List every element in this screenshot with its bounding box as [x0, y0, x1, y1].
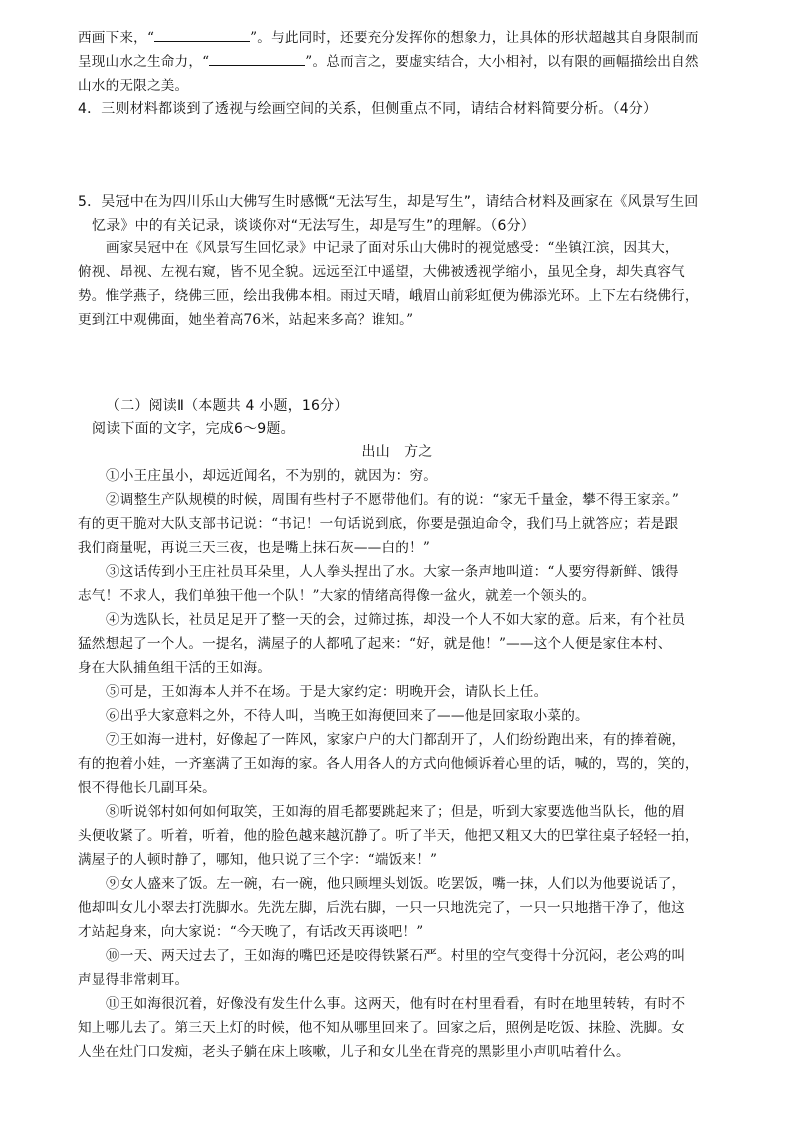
story-line: 满屋子的人顿时静了，哪知，他只说了三个字：“端饭来！” — [78, 852, 438, 868]
story-line: 他却叫女儿小翠去打洗脚水。先洗左脚，后洗右脚，一只一只地洗完了，一只一只地揩干净了，他这 — [78, 900, 685, 916]
answer-blank-1[interactable] — [154, 28, 250, 42]
story-line: 志气！不求人，我们单独干他一个队！”大家的情绪高得像一盆火，就差一个领头的。 — [78, 588, 596, 604]
story-line: 声显得非常刺耳。 — [78, 972, 189, 988]
section-instruction: 阅读下面的文字，完成6～9题。 — [92, 421, 295, 437]
intro-text: ”。总而言之，要虚实结合，大小相衬，以有限的画幅描绘出自然 — [305, 54, 699, 70]
story-line: ⑧听说邻村如何如何取笑，王如海的眉毛都要跳起来了；但是，听到大家要选他当队长，他的眉 — [106, 804, 686, 820]
story-line: ⑩一天、两天过去了，王如海的嘴巴还是咬得铁紧石严。村里的空气变得十分沉闷，老公鸡的叫 — [106, 948, 686, 964]
quote-line-2: 俯视、昂视、左视右窥，皆不见全貌。远远至江中遥望，大佛被透视学缩小，虽见全身，却失真容气 — [78, 264, 685, 280]
question-5-line-2: 忆录》中的有关记录，谈谈你对“无法写生，却是写生”的理解。（6分） — [92, 218, 536, 234]
story-line: ①小王庄虽小，却远近闻名，不为别的，就因为：穷。 — [106, 468, 438, 484]
quote-line-4: 更到江中观佛面，她坐着高76米，站起来多高？谁知。” — [78, 312, 414, 328]
story-line: 有的更干脆对大队支部书记说：“书记！一句话说到底，你要是强迫命令，我们马上就答应；若是跟 — [78, 516, 679, 532]
story-line: 头便收紧了。听着，听着，他的脸色越来越沉静了。听了半天，他把又粗又大的巴掌往桌子轻轻一拍， — [78, 828, 699, 844]
story-title: 出山 方之 — [361, 444, 433, 460]
story-line: ⑪王如海很沉着，好像没有发生什么事。这两天，他有时在村里看看，有时在地里转转，有时不 — [106, 996, 686, 1012]
intro-line-2 — [78, 52, 699, 72]
story-line: ④为选队长，社员足足开了整一天的会，过筛过拣，却没一个人不如大家的意。后来，有个社员 — [106, 612, 686, 628]
intro-line-1 — [78, 28, 699, 48]
story-line: ⑤可是，王如海本人并不在场。于是大家约定：明晚开会，请队长上任。 — [106, 684, 548, 700]
story-line: 才站起身来，向大家说：“今天晚了，有话改天再谈吧！” — [78, 924, 424, 940]
story-line: 身在大队捕鱼组干活的王如海。 — [78, 660, 272, 676]
intro-text: ”。与此同时，还要充分发挥你的想象力，让具体的形状超越其自身限制而 — [250, 30, 699, 46]
intro-text: 呈现山水之生命力，“ — [78, 54, 210, 70]
question-4: 4．三则材料都谈到了透视与绘画空间的关系，但侧重点不同，请结合材料简要分析。（4分） — [78, 101, 658, 117]
story-line: 猛然想起了一个人。一提名，满屋子的人都吼了起来：“好，就是他！”——这个人便是家住本村、 — [78, 636, 672, 652]
answer-blank-2[interactable] — [209, 52, 305, 66]
intro-text: 山水的无限之美。 — [78, 78, 189, 94]
story-line: ⑦王如海一进村，好像起了一阵风，家家户户的大门都刮开了，人们纷纷跑出来，有的捧着碗， — [106, 732, 686, 748]
quote-line-1: 画家吴冠中在《风景写生回忆录》中记录了面对乐山大佛时的视觉感受：“坐镇江滨，因其大， — [106, 240, 679, 256]
story-line: 人坐在灶门口发痴，老头子躺在床上咳嗽，儿子和女儿坐在背亮的黑影里小声叽咕着什么。 — [78, 1044, 630, 1060]
story-line: ②调整生产队规模的时候，周围有些村子不愿带他们。有的说：“家无千量金，攀不得王家亲。” — [106, 492, 680, 508]
story-line: 我们商量呢，再说三天三夜，也是嘴上抹石灰——白的！” — [78, 540, 430, 556]
story-line: 恨不得他长几副耳朵。 — [78, 780, 216, 796]
intro-text: 西画下来，“ — [78, 30, 155, 46]
section-heading: （二）阅读Ⅱ（本题共 4 小题，16分） — [106, 398, 349, 414]
intro-line-3 — [78, 76, 188, 96]
story-line: 有的抱着小娃，一齐塞满了王如海的家。各人用各人的方式向他倾诉着心里的话，喊的，骂的，笑的， — [78, 756, 699, 772]
question-5-line-1: 5．吴冠中在为四川乐山大佛写生时感慨“无法写生，却是写生”，请结合材料及画家在《风景写生回 — [78, 194, 699, 210]
story-line: ⑥出乎大家意料之外，不待人叫，当晚王如海便回来了——他是回家取小菜的。 — [106, 708, 589, 724]
story-line: ③这话传到小王庄社员耳朵里，人人拳头捏出了水。大家一条声地叫道：“人要穷得新鲜、饿得 — [106, 564, 679, 580]
quote-line-3: 势。惟学燕子，绕佛三匝，绘出我佛本相。雨过天晴，峨眉山前彩虹便为佛添光环。上下左右绕佛行， — [78, 288, 699, 304]
story-line: 知上哪儿去了。第三天上灯的时候，他不知从哪里回来了。回家之后，照例是吃饭、抹脸、洗脚。女 — [78, 1020, 685, 1036]
story-line: ⑨女人盛来了饭。左一碗，右一碗，他只顾埋头划饭。吃罢饭，嘴一抹，人们以为他要说话了， — [106, 876, 686, 892]
